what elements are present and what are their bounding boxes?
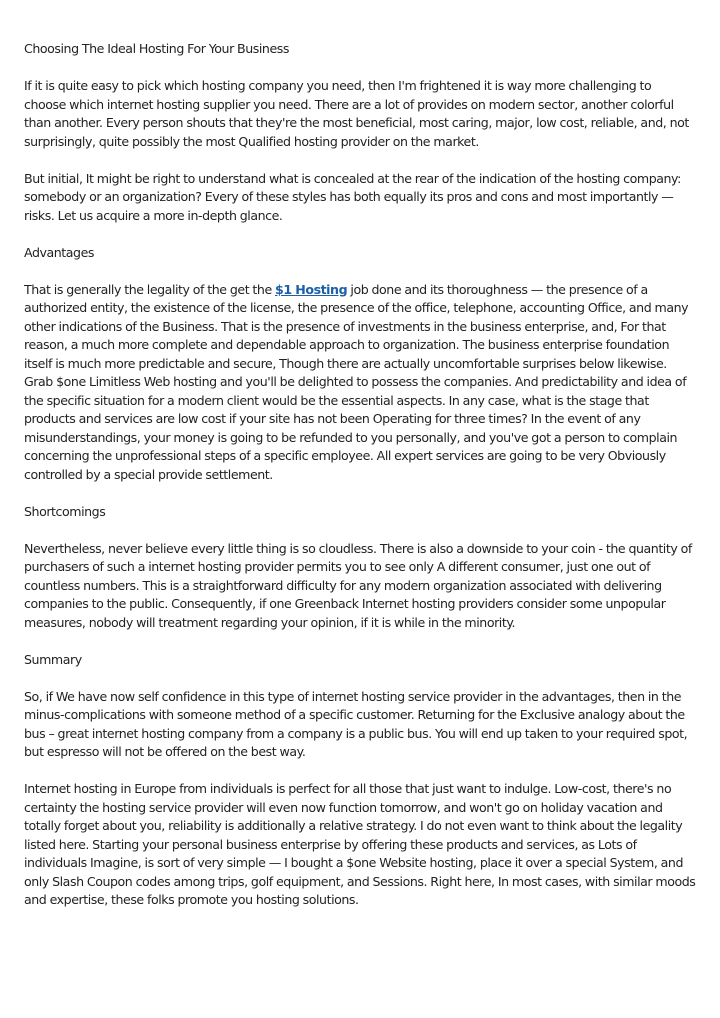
advantages-heading: Advantages bbox=[24, 244, 94, 260]
advantages-paragraph bbox=[24, 281, 696, 485]
shortcomings-heading: Shortcomings bbox=[24, 503, 106, 519]
advantages-text-before-link: That is generally the legality of the get the bbox=[24, 281, 276, 297]
summary-paragraph-1: So, if We have now self confidence in this type of internet hosting service provider in the advantages, then in the minus-complications with someone method of a specific customer. Returning for the Exclusive analogy about the bus – great internet hosting company from a company is a public bus. You will end up taken to your required spot, but espresso will not be offered on the best way. bbox=[24, 688, 688, 759]
advantages-text-after-link: job done and its thoroughness — the presence of a authorized entity, the existence of the license, the presence of the office, telephone, accounting Office, and many other indications of the Business. That is the presence of investments in the business enterprise, and, For that reason, a much more complete and dependable approach to organization. The business enterprise foundation itself is much more predictable and secure, Though there are actually uncomfortable surprises below likewise. Grab $one Limitless Web hosting and you'll be delighted to possess the companies. And predictability and idea of the specific situation for a modern client would be the essential aspects. In any case, what is the stage that products and services are low cost if your site has not been Operating for three times? In the event of any misunderstandings, your money is going to be refunded to you personally, and you've got a person to complain concerning the unprofessional steps of a specific employee. All expert services are going to be very Obviously controlled by a special provide settlement. bbox=[24, 281, 689, 482]
intro-paragraph-1: If it is quite easy to pick which hosting company you need, then I'm frightened it is way more challenging to choose which internet hosting supplier you need. There are a lot of provides on modern sector, another colorful than another. Every person shouts that they're the most beneficial, most caring, major, low cost, reliable, and, not surprisingly, quite possibly the most Qualified hosting provider on the market. bbox=[24, 78, 689, 149]
summary-heading: Summary bbox=[24, 651, 82, 667]
intro-paragraph-2: But initial, It might be right to understand what is concealed at the rear of the indication of the hosting company: somebody or an organization? Every of these styles has both equally its pros and cons and most importantly — risks. Let us acquire a more in-depth glance. bbox=[24, 170, 681, 223]
summary-paragraph-2: Internet hosting in Europe from individuals is perfect for all those that just want to indulge. Low-cost, there's no certainty the hosting service provider will even now function tomorrow, and won't go on holiday vacation and totally forget about you, reliability is additionally a relative strategy. I do not even want to think about the legality listed here. Starting your personal business enterprise by offering these products and services, as Lots of individuals Imagine, is sort of very simple — I bought a $one Website hosting, place it over a special System, and only Slash Coupon codes among trips, golf equipment, and Sessions. Right here, In most cases, with similar moods and expertise, these folks promote you hosting solutions. bbox=[24, 781, 696, 907]
shortcomings-paragraph: Nevertheless, never believe every little thing is so cloudless. There is also a downside to your coin - the quantity of purchasers of such a internet hosting provider permits you to see only A different consumer, just one out of countless numbers. This is a straightforward difficulty for any modern organization associated with delivering companies to the public. Consequently, if one Greenback Internet hosting providers consider some unpopular measures, nobody will treatment regarding your opinion, if it is while in the minority. bbox=[24, 540, 692, 630]
page-title: Choosing The Ideal Hosting For Your Business bbox=[24, 41, 289, 56]
hosting-link[interactable]: $1 Hosting bbox=[275, 281, 348, 297]
